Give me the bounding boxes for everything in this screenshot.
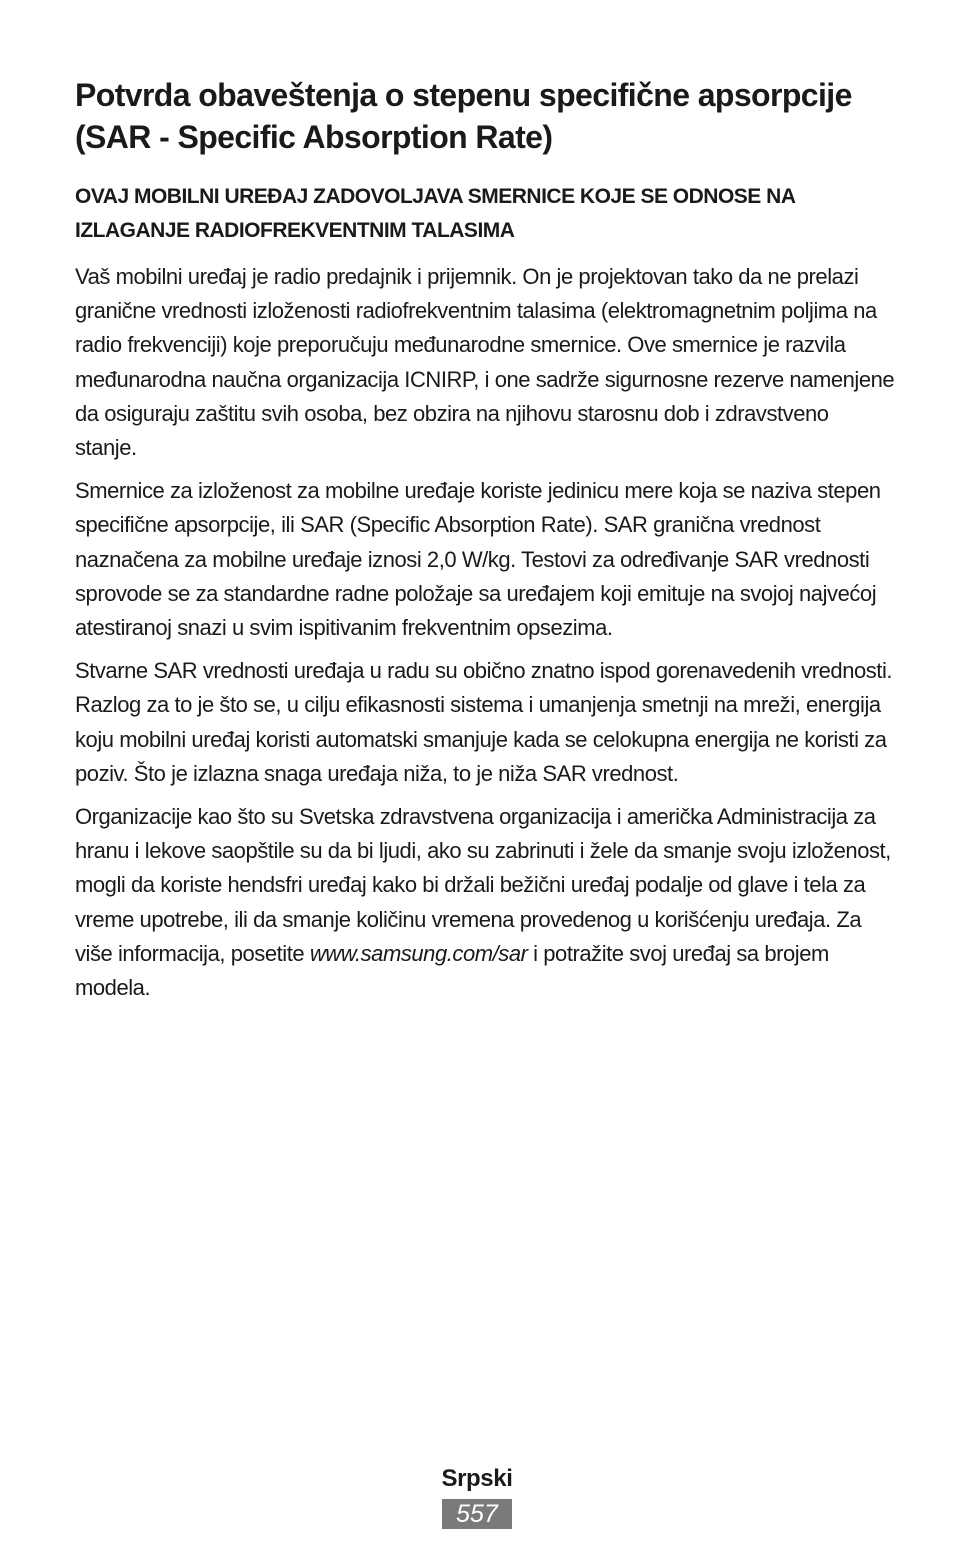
paragraph-4-text-after: i potražite svoj uređaj sa brojem modela. <box>75 940 829 1001</box>
section-subheading: OVAJ MOBILNI UREĐAJ ZADOVOLJAVA SMERNICE KOJE SE ODNOSE NA IZLAGANJE RADIOFREKVENTNIM TALASIMA <box>75 185 795 242</box>
page-title: Potvrda obaveštenja o stepenu specifične apsorpcije (SAR - Specific Absorption Rate) <box>75 77 852 155</box>
page-number-badge: 557 <box>442 1499 512 1529</box>
paragraph-4 <box>75 800 895 1005</box>
document-page <box>75 74 895 1005</box>
paragraph-2: Smernice za izloženost za mobilne uređaje koriste jedinicu mere koja se naziva stepen specifične apsorpcije, ili SAR (Specific Absorption Rate). SAR granična vrednost naznačena za mobilne uređaje iznosi 2,0 W/kg. Testovi za određivanje SAR vrednosti sprovode se za standardne radne položaje sa uređajem koji emituje na svojoj najvećoj atestiranoj snazi u svim ispitivanim frekventnim opsezima. <box>75 478 881 641</box>
samsung-sar-link[interactable]: www.samsung.com/sar <box>309 940 528 966</box>
footer-language: Srpski <box>441 1465 513 1492</box>
paragraph-4-text-before: Organizacije kao što su Svetska zdravstvena organizacija i američka Administracija za hranu i lekove saopštile su da bi ljudi, ako su zabrinuti i žele da smanje svoju izloženost, mogli da koriste hendsfri uređaj kako bi držali bežični uređaj podalje od glave i tela za vreme upotrebe, ili da smanje količinu vremena provedenog u korišćenju uređaja. Za više informacija, posetite <box>75 804 891 966</box>
paragraph-1: Vaš mobilni uređaj je radio predajnik i prijemnik. On je projektovan tako da ne prelazi granične vrednosti izloženosti radiofrekventnim talasima (elektromagnetnim poljima na radio frekvenciji) koje preporučuju međunarodne smernice. Ove smernice je razvila međunarodna naučna organizacija ICNIRP, i one sadrže sigurnosne rezerve namenjene da osiguraju zaštitu svih osoba, bez obzira na njihovu starosnu dob i zdravstveno stanje. <box>75 264 895 461</box>
page-footer <box>0 1461 954 1529</box>
paragraph-3: Stvarne SAR vrednosti uređaja u radu su obično znatno ispod gorenavedenih vrednosti. Razlog za to je što se, u cilju efikasnosti sistema i umanjenja smetnji na mreži, energija koju mobilni uređaj koristi automatski smanjuje kada se celokupna energija ne koristi za poziv. Što je izlazna snaga uređaja niža, to je niža SAR vrednost. <box>75 658 893 786</box>
